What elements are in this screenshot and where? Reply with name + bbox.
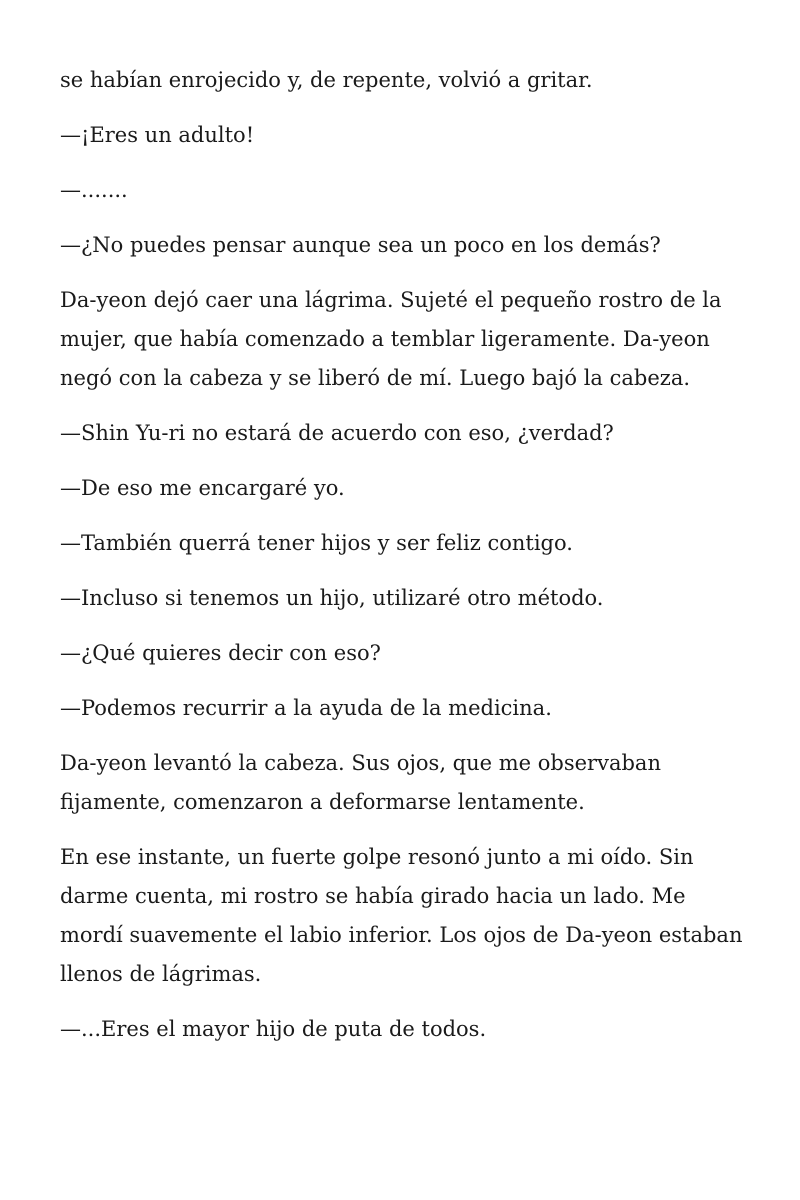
book-page [60,61,750,1065]
dialogue-line: —Podemos recurrir a la ayuda de la medicina. [60,696,552,720]
paragraph: Da-yeon levantó la cabeza. Sus ojos, que me observaban fijamente, comenzaron a deformarse lentamente. [60,751,661,814]
dialogue-line: —Incluso si tenemos un hijo, utilizaré otro método. [60,586,604,610]
dialogue-line: —...Eres el mayor hijo de puta de todos. [60,1017,487,1041]
dialogue-line: —¡Eres un adulto! [60,123,255,147]
dialogue-line: —¿No puedes pensar aunque sea un poco en los demás? [60,233,661,257]
paragraph: se habían enrojecido y, de repente, volvió a gritar. [60,68,593,92]
paragraph: Da-yeon dejó caer una lágrima. Sujeté el pequeño rostro de la mujer, que había comenzado a temblar ligeramente. Da-yeon negó con la cabeza y se liberó de mí. Luego bajó la cabeza. [60,288,722,390]
dialogue-line: —¿Qué quieres decir con eso? [60,641,381,665]
dialogue-line: —De eso me encargaré yo. [60,476,345,500]
paragraph: En ese instante, un fuerte golpe resonó junto a mi oído. Sin darme cuenta, mi rostro se había girado hacia un lado. Me mordí suavemente el labio inferior. Los ojos de Da-yeon estaban llenos de lágrimas. [60,845,743,986]
dialogue-line: —....... [60,178,128,202]
dialogue-line: —Shin Yu-ri no estará de acuerdo con eso, ¿verdad? [60,421,614,445]
dialogue-line: —También querrá tener hijos y ser feliz contigo. [60,531,573,555]
